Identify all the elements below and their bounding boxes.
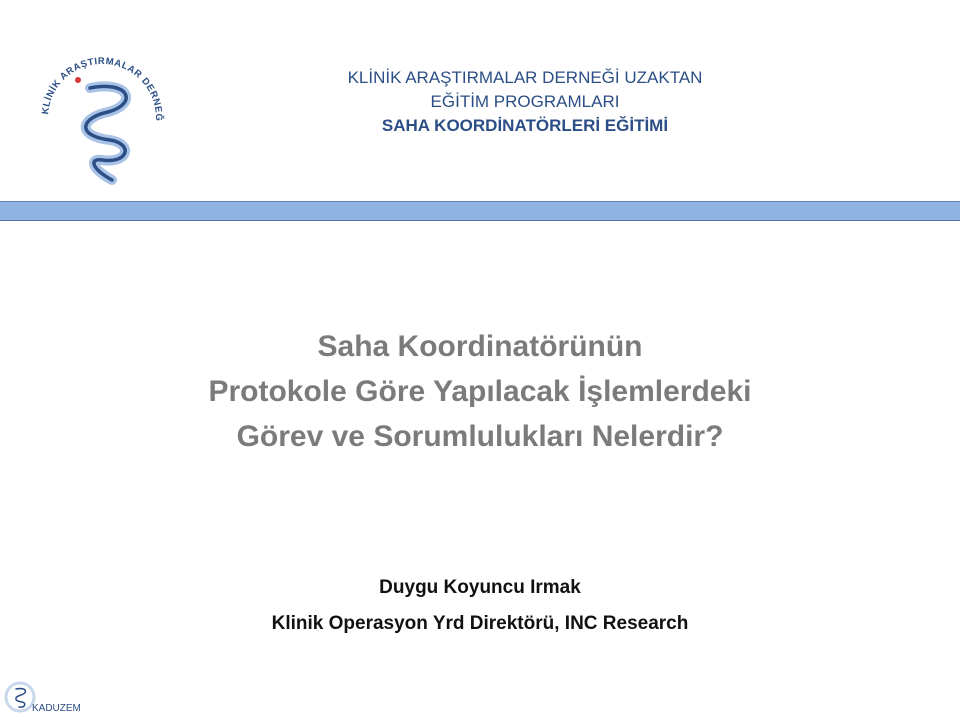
program-header [260,66,790,138]
header-line-1: KLİNİK ARAŞTIRMALAR DERNEĞİ UZAKTAN [347,68,703,87]
association-logo [30,40,170,185]
title-line-3: Görev ve Sorumlulukları Nelerdir? [236,420,724,453]
header-line-2: EĞİTİM PROGRAMLARI [430,92,620,111]
header-line-3: SAHA KOORDİNATÖRLERİ EĞİTİMİ [381,116,669,135]
serpentine-staff-icon [30,40,170,185]
header-divider-band [0,201,960,221]
svg-text:KLİNİK ARAŞTIRMALAR DERNEĞİ [30,40,165,122]
author-role: Klinik Operasyon Yrd Direktörü, INC Research [271,613,689,634]
title-line-2: Protokole Göre Yapılacak İşlemlerdeki [208,375,752,408]
footer-label: KADUZEM [32,703,81,714]
slide-title [80,324,880,459]
author-block [130,570,830,642]
logo-ring-text: KLİNİK ARAŞTIRMALAR DERNEĞ [40,55,165,122]
author-name: Duygu Koyuncu Irmak [379,577,581,598]
title-line-1: Saha Koordinatörünün [317,330,643,363]
